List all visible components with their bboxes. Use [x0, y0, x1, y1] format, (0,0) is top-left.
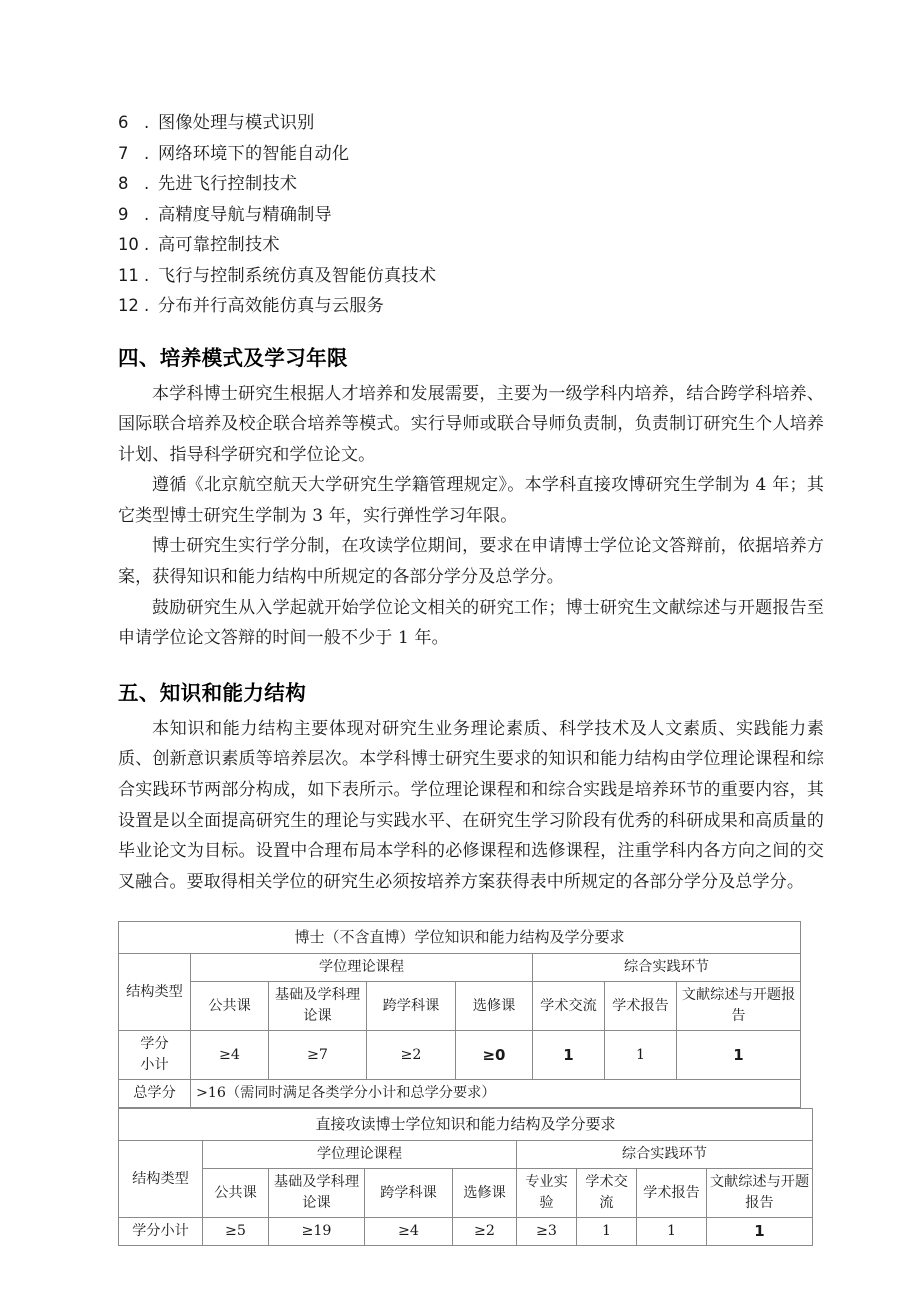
- list-item: [118, 108, 824, 139]
- list-item-number: 11: [118, 265, 139, 285]
- subtotal-line-2: 小计: [140, 1057, 169, 1074]
- credits-table-doctoral: [118, 921, 801, 1108]
- table-row-columns: [119, 982, 801, 1031]
- list-item: [118, 169, 824, 200]
- table-two-value-2: ≥4: [365, 1218, 453, 1246]
- section-four-paragraph-4: 鼓励研究生从入学起就开始学位论文相关的研究工作；博士研究生文献综述与开题报告至申请学位论文答辩的时间一般不少于 1 年。: [118, 597, 824, 649]
- list-item-number: 6: [118, 113, 129, 132]
- table-one-value-5: 1: [605, 1031, 677, 1080]
- table-one-col-2: 跨学科课: [367, 982, 456, 1031]
- table-two-col-1: 基础及学科理论课: [269, 1169, 365, 1218]
- section-four-heading: 四、培养模式及学习年限: [118, 345, 348, 370]
- list-item-number: 10: [118, 235, 139, 254]
- table-two-value-4: ≥3: [517, 1218, 577, 1246]
- list-item-dot: .: [144, 143, 150, 163]
- table-two-value-6: 1: [637, 1218, 707, 1246]
- list-item-dot: .: [144, 235, 150, 254]
- table-row-title: [119, 922, 801, 954]
- table-two-col-2: 跨学科课: [365, 1169, 453, 1218]
- table-one-value-6: 1: [677, 1031, 801, 1080]
- table-one-value-1: ≥7: [269, 1031, 367, 1080]
- list-item-label: 先进飞行控制技术: [158, 174, 298, 194]
- table-two-col-3: 选修课: [453, 1169, 517, 1218]
- list-item-label: 图像处理与模式识别: [158, 113, 315, 133]
- list-item-label: 高精度导航与精确制导: [158, 204, 332, 225]
- list-item-dot: .: [144, 113, 150, 132]
- table-two-group-practice: 综合实践环节: [517, 1141, 813, 1169]
- list-item-number: 7: [118, 143, 129, 163]
- section-four-paragraph-1: 本学科博士研究生根据人才培养和发展需要，主要为一级学科内培养，结合跨学科培养、国际联合培养及校企联合培养等模式。实行导师或联合导师负责制，负责制订研究生个人培养计划、指导科学研究和学位论文。: [118, 383, 824, 465]
- table-two-value-7: 1: [707, 1218, 813, 1246]
- list-item: [118, 230, 824, 261]
- table-two-value-1: ≥19: [269, 1218, 365, 1246]
- table-two-row-label-subtotal: 学分小计: [119, 1218, 203, 1246]
- section-five-heading: 五、知识和能力结构: [118, 680, 307, 705]
- table-one-col-0: 公共课: [191, 982, 269, 1031]
- list-item-label: 高可靠控制技术: [158, 235, 280, 255]
- list-item-dot: .: [144, 174, 150, 193]
- table-row-values: [119, 1031, 801, 1080]
- table-one-value-4: 1: [533, 1031, 605, 1080]
- table-one-col-6: 文献综述与开题报告: [677, 982, 801, 1031]
- table-one-total-label: 总学分: [119, 1080, 191, 1108]
- table-one-wrapper: [118, 921, 824, 1108]
- table-row-values: [119, 1218, 813, 1246]
- list-item-number: 8: [118, 174, 129, 193]
- table-two-col-4: 专业实验: [517, 1169, 577, 1218]
- table-two-col-6: 学术报告: [637, 1169, 707, 1218]
- table-two-value-0: ≥5: [203, 1218, 269, 1246]
- table-two-row-label-type: 结构类型: [119, 1141, 203, 1218]
- list-item: [118, 291, 824, 322]
- table-row-title: [119, 1109, 813, 1141]
- table-two-group-theory: 学位理论课程: [203, 1141, 517, 1169]
- table-two-wrapper: [118, 1108, 824, 1246]
- table-two-value-5: 1: [577, 1218, 637, 1246]
- table-row-columns: [119, 1169, 813, 1218]
- table-one-title: 博士（不含直博）学位知识和能力结构及学分要求: [119, 922, 801, 954]
- table-two-value-3: ≥2: [453, 1218, 517, 1246]
- credits-table-direct-doctoral: [118, 1108, 813, 1246]
- table-one-row-label-subtotal: [119, 1031, 191, 1080]
- table-two-col-0: 公共课: [203, 1169, 269, 1218]
- table-one-col-4: 学术交流: [533, 982, 605, 1031]
- list-item: [118, 200, 824, 231]
- list-item-label: 网络环境下的智能自动化: [158, 143, 350, 164]
- subtotal-line-1: 学分: [140, 1036, 169, 1053]
- section-four-paragraph-3: 博士研究生实行学分制，在攻读学位期间，要求在申请博士学位论文答辩前，依据培养方案，获得知识和能力结构中所规定的各部分学分及总学分。: [118, 536, 824, 588]
- list-item-number: 9: [118, 204, 129, 224]
- list-item-label: 飞行与控制系统仿真及智能仿真技术: [158, 265, 437, 286]
- table-one-value-3: ≥0: [456, 1031, 533, 1080]
- table-one-row-label-type: 结构类型: [119, 954, 191, 1031]
- list-item-number: 12: [118, 296, 139, 315]
- table-one-group-theory: 学位理论课程: [191, 954, 533, 982]
- section-five-paragraph-1: 本知识和能力结构主要体现对研究生业务理论素质、科学技术及人文素质、实践能力素质、创新意识素质等培养层次。本学科博士研究生要求的知识和能力结构由学位理论课程和综合实践环节两部分构成，如下表所示。学位理论课程和和综合实践是培养环节的重要内容，其设置是以全面提高研究生的理论与实践水平、在研究生学习阶段有优秀的科研成果和高质量的毕业论文为目标。设置中合理布局本学科的必修课程和选修课程，注重学科内各方向之间的交叉融合。要取得相关学位的研究生必须按培养方案获得表中所规定的各部分学分及总学分。: [118, 718, 824, 892]
- table-row-total: [119, 1080, 801, 1108]
- list-item-label: 分布并行高效能仿真与云服务: [158, 296, 385, 316]
- table-one-value-0: ≥4: [191, 1031, 269, 1080]
- list-item: [118, 261, 824, 292]
- table-one-value-2: ≥2: [367, 1031, 456, 1080]
- table-two-col-7: 文献综述与开题报告: [707, 1169, 813, 1218]
- table-one-col-1: 基础及学科理论课: [269, 982, 367, 1031]
- table-two-title: 直接攻读博士学位知识和能力结构及学分要求: [119, 1109, 813, 1141]
- table-row-groups: [119, 1141, 813, 1169]
- list-item-dot: .: [144, 265, 150, 285]
- list-item-dot: .: [144, 296, 150, 315]
- table-one-col-3: 选修课: [456, 982, 533, 1031]
- table-one-col-5: 学术报告: [605, 982, 677, 1031]
- section-four-paragraph-2: 遵循《北京航空航天大学研究生学籍管理规定》。本学科直接攻博研究生学制为 4 年；其它类型博士研究生学制为 3 年，实行弹性学习年限。: [118, 475, 824, 526]
- page-content: [118, 108, 824, 1246]
- list-item: [118, 139, 824, 170]
- table-row-groups: [119, 954, 801, 982]
- table-one-group-practice: 综合实践环节: [533, 954, 801, 982]
- table-two-col-5: 学术交流: [577, 1169, 637, 1218]
- table-one-total-value: >16（需同时满足各类学分小计和总学分要求）: [191, 1080, 801, 1108]
- research-directions-list: [118, 108, 824, 322]
- list-item-dot: .: [144, 204, 150, 224]
